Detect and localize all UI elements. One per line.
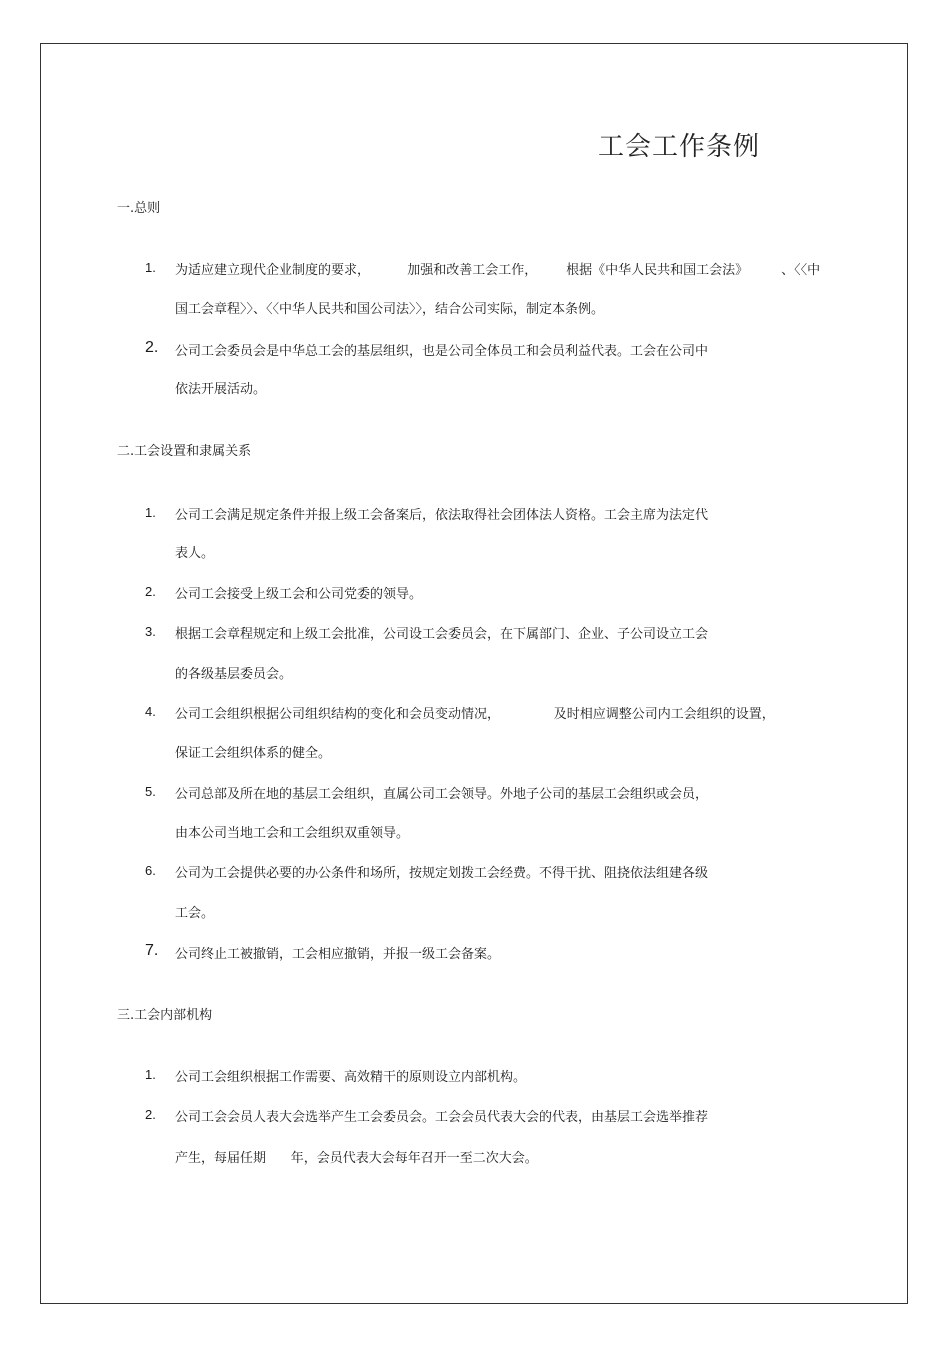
item-text-line: 公司为工会提供必要的办公条件和场所，按规定划拨工会经费。不得干扰、阻挠依法组建各级 <box>175 866 709 881</box>
item-number: 2. <box>145 1107 156 1122</box>
section-heading-internal: 三.工会内部机构 <box>117 1008 213 1023</box>
item-number: 6. <box>145 863 156 878</box>
item-number: 2. <box>145 339 159 356</box>
item-text-line: 公司工会组织根据公司组织结构的变化和会员变动情况， 及时相应调整公司内工会组织的设置， <box>175 707 775 722</box>
item-text-line: 公司终止工被撤销，工会相应撤销，并报一级工会备案。 <box>175 947 501 962</box>
item-text-line: 的各级基层委员会。 <box>175 667 293 682</box>
item-text-line: 由本公司当地工会和工会组织双重领导。 <box>175 826 410 841</box>
item-text-line: 表人。 <box>175 546 215 561</box>
item-number: 1. <box>145 260 156 275</box>
item-text-line: 公司总部及所在地的基层工会组织，直属公司工会领导。外地子公司的基层工会组织或会员， <box>175 787 709 802</box>
item-text-line: 公司工会组织根据工作需要、高效精干的原则设立内部机构。 <box>175 1070 527 1085</box>
item-number: 2. <box>145 584 156 599</box>
item-number: 7. <box>145 942 159 959</box>
item-text-line: 为适应建立现代企业制度的要求， 加强和改善工会工作， 根据《中华人民共和国工会法》 、〈〈中 <box>175 263 821 278</box>
document-title: 工会工作条例 <box>598 132 761 162</box>
item-text-line: 根据工会章程规定和上级工会批准，公司设工会委员会，在下属部门、企业、子公司设立工会 <box>175 627 709 642</box>
item-number: 3. <box>145 624 156 639</box>
item-text-line: 国工会章程〉〉、〈〈中华人民共和国公司法〉〉，结合公司实际，制定本条例。 <box>175 302 605 317</box>
item-text-line: 公司工会会员人表大会选举产生工会委员会。工会会员代表大会的代表，由基层工会选举推荐 <box>175 1110 709 1125</box>
item-text-line: 公司工会委员会是中华总工会的基层组织，也是公司全体员工和会员利益代表。工会在公司中 <box>175 344 709 359</box>
item-text-line: 依法开展活动。 <box>175 382 267 397</box>
section-heading-setup: 二.工会设置和隶属关系 <box>117 444 252 459</box>
item-number: 5. <box>145 784 156 799</box>
item-text-line: 工会。 <box>175 906 215 921</box>
item-number: 1. <box>145 1067 156 1082</box>
item-text-line: 保证工会组织体系的健全。 <box>175 746 332 761</box>
item-text-line: 公司工会接受上级工会和公司党委的领导。 <box>175 587 423 602</box>
section-heading-general: 一.总则 <box>117 201 161 216</box>
item-number: 4. <box>145 704 156 719</box>
item-text-line: 产生，每届任期 年，会员代表大会每年召开一至二次大会。 <box>175 1151 538 1166</box>
item-text-line: 公司工会满足规定条件并报上级工会备案后，依法取得社会团体法人资格。工会主席为法定代 <box>175 508 709 523</box>
item-number: 1. <box>145 505 156 520</box>
